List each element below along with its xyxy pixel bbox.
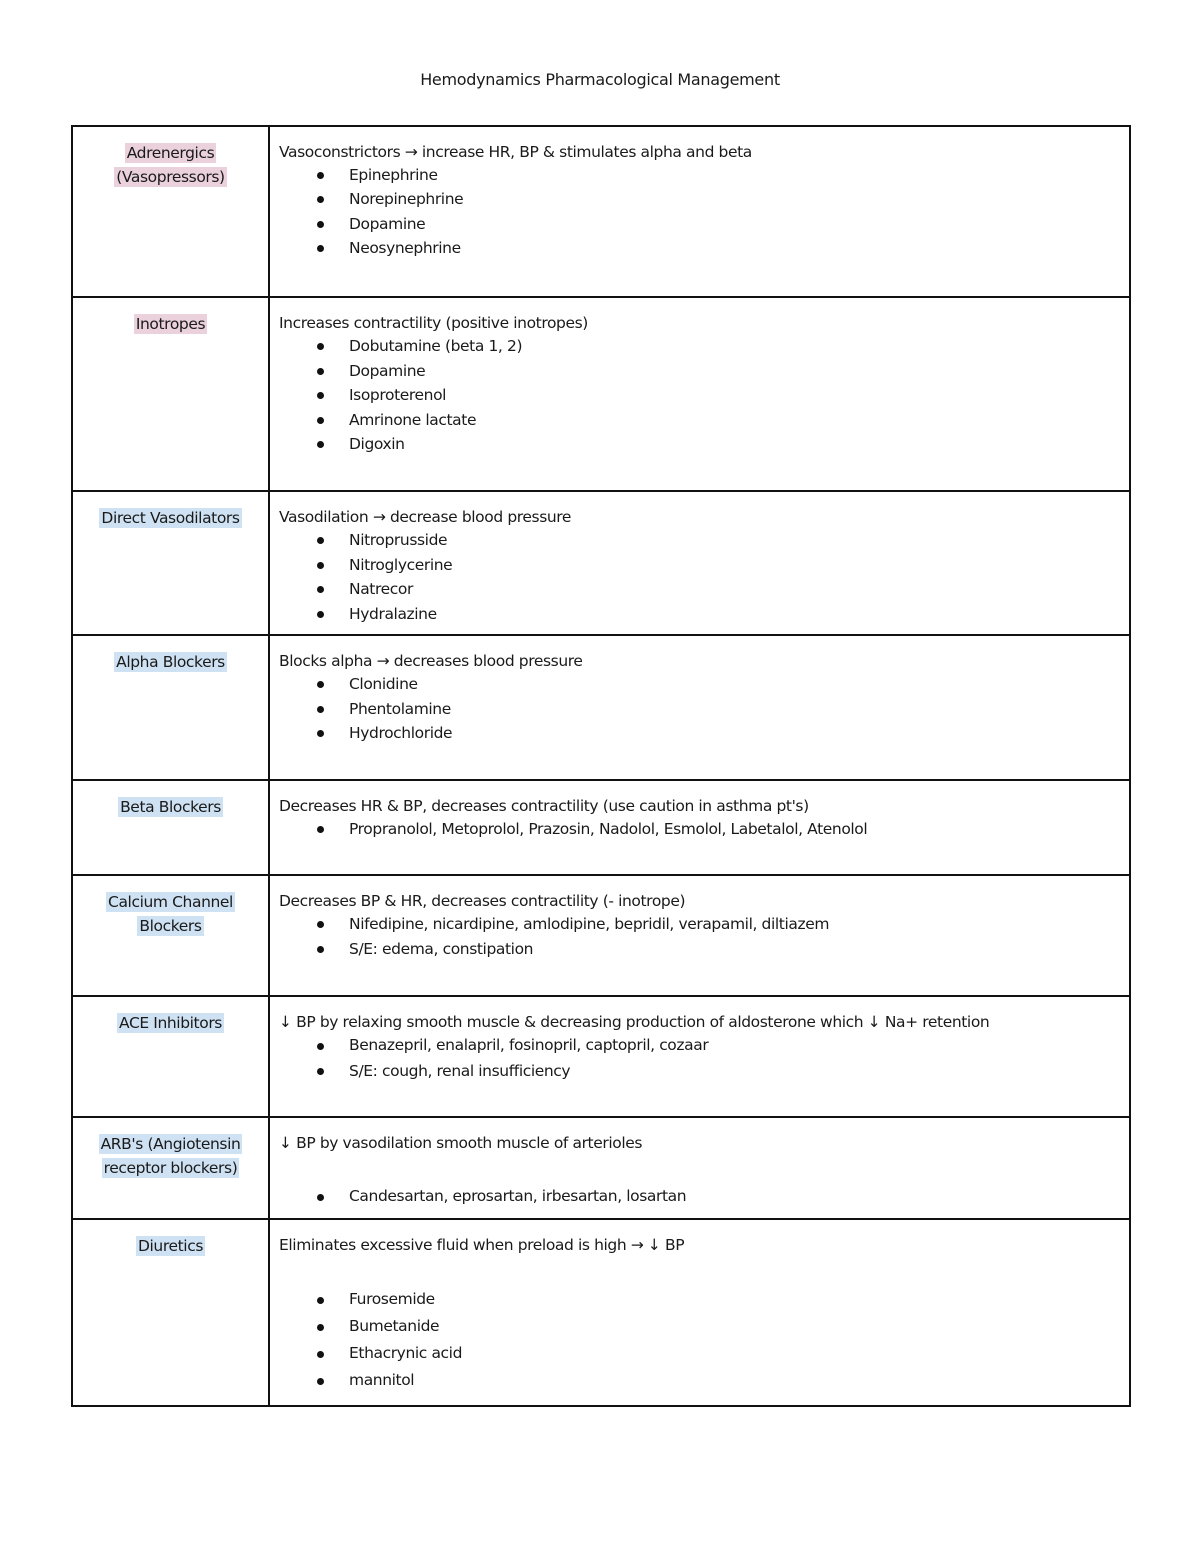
list-item: Amrinone lactate [349, 408, 1121, 433]
drug-list [279, 672, 1121, 746]
drug-list [279, 528, 1121, 626]
category-cell [72, 491, 269, 635]
category-label: Adrenergics (Vasopressors) [116, 144, 225, 186]
document-title: Hemodynamics Pharmacological Management [420, 70, 780, 89]
description-cell [269, 635, 1130, 780]
table-row [72, 297, 1130, 491]
class-description: Blocks alpha → decreases blood pressure [279, 652, 583, 670]
category-label: Diuretics [137, 1237, 203, 1255]
class-description: Decreases BP & HR, decreases contractility (- inotrope) [279, 892, 686, 910]
table-row [72, 1117, 1130, 1219]
table-row [72, 491, 1130, 635]
list-item: S/E: edema, constipation [349, 937, 1121, 962]
drug-list [279, 1286, 1121, 1394]
category-label: ACE Inhibitors [119, 1014, 222, 1032]
category-cell [72, 635, 269, 780]
drug-list [279, 912, 1121, 961]
description-cell [269, 1219, 1130, 1406]
list-item: Epinephrine [349, 163, 1121, 187]
list-item: Furosemide [349, 1286, 1121, 1313]
category-label: Inotropes [135, 315, 206, 333]
list-item: Clonidine [349, 672, 1121, 697]
category-cell [72, 780, 269, 875]
table-row [72, 780, 1130, 875]
drug-class-table [71, 125, 1131, 1407]
class-description: Eliminates excessive fluid when preload is high → ↓ BP [279, 1236, 685, 1254]
list-item: Nitroglycerine [349, 553, 1121, 578]
list-item: Natrecor [349, 577, 1121, 602]
description-cell [269, 780, 1130, 875]
category-cell [72, 126, 269, 297]
table-row [72, 996, 1130, 1117]
list-item: Digoxin [349, 432, 1121, 457]
list-item: Phentolamine [349, 697, 1121, 722]
list-item: Dopamine [349, 359, 1121, 384]
category-cell [72, 297, 269, 491]
category-cell [72, 996, 269, 1117]
drug-list [279, 334, 1121, 457]
list-item: Benazepril, enalapril, fosinopril, captopril, cozaar [349, 1033, 1121, 1059]
category-label: Alpha Blockers [116, 653, 225, 671]
description-cell [269, 297, 1130, 491]
class-description: ↓ BP by relaxing smooth muscle & decreasing production of aldosterone which ↓ Na+ retention [279, 1013, 990, 1031]
class-description: Decreases HR & BP, decreases contractility (use caution in asthma pt's) [279, 797, 809, 815]
list-item: mannitol [349, 1367, 1121, 1394]
category-label: Direct Vasodilators [101, 509, 240, 527]
description-cell [269, 126, 1130, 297]
list-item: Isoproterenol [349, 383, 1121, 408]
category-cell [72, 1219, 269, 1406]
category-label: Calcium Channel Blockers [108, 893, 233, 935]
list-item: Neosynephrine [349, 236, 1121, 260]
class-description: ↓ BP by vasodilation smooth muscle of arterioles [279, 1134, 643, 1152]
drug-list [279, 817, 1121, 842]
list-item: Dopamine [349, 212, 1121, 236]
description-cell [269, 1117, 1130, 1219]
category-cell [72, 1117, 269, 1219]
list-item: Hydrochloride [349, 721, 1121, 746]
description-cell [269, 996, 1130, 1117]
drug-list [279, 163, 1121, 260]
table-row [72, 875, 1130, 996]
list-item: Propranolol, Metoprolol, Prazosin, Nadolol, Esmolol, Labetalol, Atenolol [349, 817, 1121, 842]
description-cell [269, 875, 1130, 996]
list-item: Hydralazine [349, 602, 1121, 627]
list-item: Bumetanide [349, 1313, 1121, 1340]
table-row [72, 1219, 1130, 1406]
description-cell [269, 491, 1130, 635]
list-item: Nifedipine, nicardipine, amlodipine, bepridil, verapamil, diltiazem [349, 912, 1121, 937]
list-item: Candesartan, eprosartan, irbesartan, losartan [349, 1184, 1121, 1210]
drug-list [279, 1033, 1121, 1084]
table-row [72, 126, 1130, 297]
category-label: Beta Blockers [120, 798, 221, 816]
drug-list [279, 1184, 1121, 1210]
class-description: Increases contractility (positive inotropes) [279, 314, 588, 332]
list-item: Ethacrynic acid [349, 1340, 1121, 1367]
list-item: Nitroprusside [349, 528, 1121, 553]
table-row [72, 635, 1130, 780]
list-item: S/E: cough, renal insufficiency [349, 1059, 1121, 1085]
list-item: Norepinephrine [349, 187, 1121, 211]
category-cell [72, 875, 269, 996]
class-description: Vasodilation → decrease blood pressure [279, 508, 572, 526]
category-label: ARB's (Angiotensin receptor blockers) [100, 1135, 241, 1177]
class-description: Vasoconstrictors → increase HR, BP & stimulates alpha and beta [279, 143, 752, 161]
list-item: Dobutamine (beta 1, 2) [349, 334, 1121, 359]
